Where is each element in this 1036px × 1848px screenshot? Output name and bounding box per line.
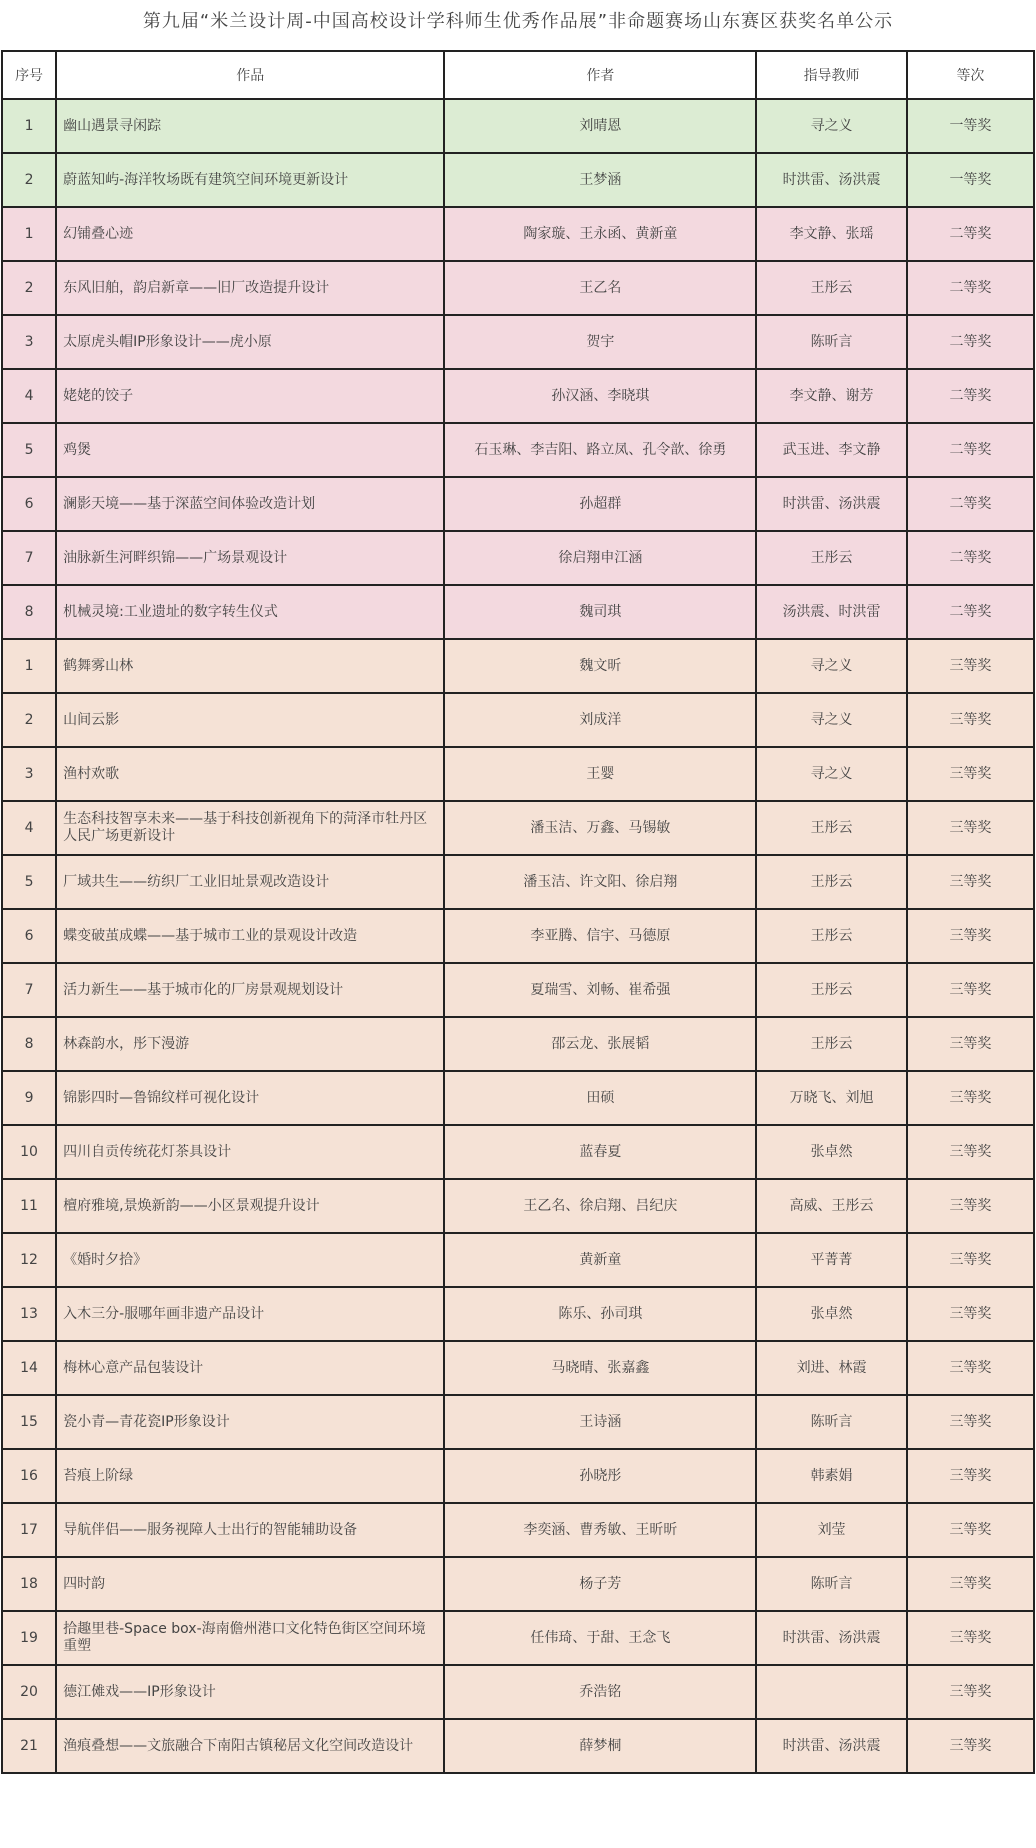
table-row: [2, 1017, 1034, 1071]
cell-author: 陈乐、孙司琪: [444, 1287, 756, 1341]
table-row: [2, 1233, 1034, 1287]
cell-work: 太原虎头帽IP形象设计——虎小原: [56, 315, 444, 369]
cell-no: 2: [2, 261, 56, 315]
cell-advisor: 王彤云: [756, 855, 907, 909]
cell-advisor: 李文静、张瑶: [756, 207, 907, 261]
table-row: [2, 1503, 1034, 1557]
cell-work: 瓷小青—青花瓷IP形象设计: [56, 1395, 444, 1449]
cell-no: 19: [2, 1611, 56, 1665]
cell-no: 17: [2, 1503, 56, 1557]
cell-work: 姥姥的饺子: [56, 369, 444, 423]
cell-no: 1: [2, 207, 56, 261]
cell-work: 机械灵境:工业遗址的数字转生仪式: [56, 585, 444, 639]
cell-award: 三等奖: [907, 1017, 1034, 1071]
table-row: [2, 1395, 1034, 1449]
cell-work: 鸡煲: [56, 423, 444, 477]
table-row: [2, 1179, 1034, 1233]
cell-no: 11: [2, 1179, 56, 1233]
cell-work: 厂域共生——纺织厂工业旧址景观改造设计: [56, 855, 444, 909]
cell-advisor: 王彤云: [756, 261, 907, 315]
table-row: [2, 477, 1034, 531]
cell-award: 三等奖: [907, 801, 1034, 855]
cell-advisor: 汤洪震、时洪雷: [756, 585, 907, 639]
cell-work: 渔痕叠想——文旅融合下南阳古镇秘居文化空间改造设计: [56, 1719, 444, 1773]
table-row: [2, 639, 1034, 693]
cell-author: 王婴: [444, 747, 756, 801]
cell-no: 5: [2, 855, 56, 909]
cell-work: 林森韵水，彤下漫游: [56, 1017, 444, 1071]
cell-advisor: 刘莹: [756, 1503, 907, 1557]
cell-author: 陶家璇、王永函、黄新童: [444, 207, 756, 261]
table-row: [2, 1719, 1034, 1773]
table-row: [2, 423, 1034, 477]
cell-award: 二等奖: [907, 261, 1034, 315]
cell-no: 12: [2, 1233, 56, 1287]
cell-author: 李奕涵、曹秀敏、王昕昕: [444, 1503, 756, 1557]
cell-no: 3: [2, 315, 56, 369]
cell-author: 马晓晴、张嘉鑫: [444, 1341, 756, 1395]
header-author: 作者: [444, 51, 756, 99]
cell-work: 蔚蓝知屿-海洋牧场既有建筑空间环境更新设计: [56, 153, 444, 207]
cell-award: 三等奖: [907, 1071, 1034, 1125]
table-header-row: [2, 51, 1034, 99]
cell-award: 三等奖: [907, 1395, 1034, 1449]
cell-author: 邵云龙、张展韬: [444, 1017, 756, 1071]
cell-advisor: 王彤云: [756, 801, 907, 855]
cell-author: 王梦涵: [444, 153, 756, 207]
cell-author: 乔浩铭: [444, 1665, 756, 1719]
cell-author: 潘玉洁、万鑫、马锡敏: [444, 801, 756, 855]
cell-author: 魏司琪: [444, 585, 756, 639]
cell-author: 薛梦桐: [444, 1719, 756, 1773]
cell-award: 一等奖: [907, 99, 1034, 153]
cell-advisor: 时洪雷、汤洪震: [756, 1719, 907, 1773]
table-row: [2, 1071, 1034, 1125]
cell-advisor: 寻之义: [756, 693, 907, 747]
table-row: [2, 693, 1034, 747]
cell-no: 9: [2, 1071, 56, 1125]
cell-advisor: 高威、王彤云: [756, 1179, 907, 1233]
cell-award: 三等奖: [907, 1665, 1034, 1719]
cell-work: 山间云影: [56, 693, 444, 747]
table-row: [2, 261, 1034, 315]
cell-no: 2: [2, 693, 56, 747]
cell-award: 三等奖: [907, 1125, 1034, 1179]
cell-work: 入木三分-服哪年画非遗产品设计: [56, 1287, 444, 1341]
cell-no: 6: [2, 477, 56, 531]
header-advisor: 指导教师: [756, 51, 907, 99]
table-row: [2, 99, 1034, 153]
cell-work: 幻铺叠心迹: [56, 207, 444, 261]
cell-advisor: 王彤云: [756, 1017, 907, 1071]
table-row: [2, 1665, 1034, 1719]
cell-work: 四时韵: [56, 1557, 444, 1611]
cell-work: 四川自贡传统花灯茶具设计: [56, 1125, 444, 1179]
cell-advisor: 武玉进、李文静: [756, 423, 907, 477]
cell-author: 黄新童: [444, 1233, 756, 1287]
cell-advisor: 陈昕言: [756, 315, 907, 369]
cell-author: 王乙名: [444, 261, 756, 315]
cell-award: 三等奖: [907, 1179, 1034, 1233]
cell-award: 一等奖: [907, 153, 1034, 207]
cell-no: 7: [2, 963, 56, 1017]
cell-author: 王乙名、徐启翔、吕纪庆: [444, 1179, 756, 1233]
cell-author: 孙汉涵、李晓琪: [444, 369, 756, 423]
cell-work: 拾趣里巷-Space box-海南儋州港口文化特色街区空间环境重塑: [56, 1611, 444, 1665]
cell-author: 田硕: [444, 1071, 756, 1125]
cell-work: 油脉新生河畔织锦——广场景观设计: [56, 531, 444, 585]
cell-advisor: 平菁菁: [756, 1233, 907, 1287]
cell-no: 14: [2, 1341, 56, 1395]
cell-no: 15: [2, 1395, 56, 1449]
table-row: [2, 207, 1034, 261]
cell-no: 5: [2, 423, 56, 477]
cell-author: 李亚腾、信宇、马德原: [444, 909, 756, 963]
cell-award: 三等奖: [907, 1341, 1034, 1395]
table-row: [2, 747, 1034, 801]
cell-advisor: 万晓飞、刘旭: [756, 1071, 907, 1125]
table-row: [2, 315, 1034, 369]
cell-no: 6: [2, 909, 56, 963]
table-row: [2, 1341, 1034, 1395]
header-work: 作品: [56, 51, 444, 99]
table-row: [2, 531, 1034, 585]
cell-author: 孙晓彤: [444, 1449, 756, 1503]
cell-author: 魏文昕: [444, 639, 756, 693]
cell-work: 德江傩戏——IP形象设计: [56, 1665, 444, 1719]
cell-award: 三等奖: [907, 1233, 1034, 1287]
table-row: [2, 1287, 1034, 1341]
cell-award: 二等奖: [907, 315, 1034, 369]
cell-advisor: 刘进、林霞: [756, 1341, 907, 1395]
cell-work: 《婚时夕拾》: [56, 1233, 444, 1287]
cell-no: 7: [2, 531, 56, 585]
cell-award: 三等奖: [907, 693, 1034, 747]
cell-advisor: 张卓然: [756, 1125, 907, 1179]
cell-author: 贺宇: [444, 315, 756, 369]
table-row: [2, 963, 1034, 1017]
cell-advisor: 张卓然: [756, 1287, 907, 1341]
cell-award: 三等奖: [907, 909, 1034, 963]
cell-work: 澜影天境——基于深蓝空间体验改造计划: [56, 477, 444, 531]
cell-work: 东风旧舶，韵启新章——旧厂改造提升设计: [56, 261, 444, 315]
cell-award: 三等奖: [907, 963, 1034, 1017]
cell-award: 三等奖: [907, 1611, 1034, 1665]
cell-author: 夏瑞雪、刘畅、崔希强: [444, 963, 756, 1017]
cell-no: 4: [2, 801, 56, 855]
cell-advisor: 陈昕言: [756, 1557, 907, 1611]
cell-award: 二等奖: [907, 477, 1034, 531]
cell-award: 三等奖: [907, 1557, 1034, 1611]
cell-author: 蓝春夏: [444, 1125, 756, 1179]
table-row: [2, 1125, 1034, 1179]
cell-author: 王诗涵: [444, 1395, 756, 1449]
cell-no: 1: [2, 639, 56, 693]
cell-work: 活力新生——基于城市化的厂房景观规划设计: [56, 963, 444, 1017]
cell-advisor: 寻之义: [756, 99, 907, 153]
table-row: [2, 909, 1034, 963]
table-row: [2, 153, 1034, 207]
table-row: [2, 369, 1034, 423]
cell-advisor: 王彤云: [756, 909, 907, 963]
cell-award: 三等奖: [907, 639, 1034, 693]
cell-no: 4: [2, 369, 56, 423]
cell-award: 三等奖: [907, 1449, 1034, 1503]
table-row: [2, 1557, 1034, 1611]
cell-author: 潘玉洁、许文阳、徐启翔: [444, 855, 756, 909]
cell-author: 杨子芳: [444, 1557, 756, 1611]
cell-work: 渔村欢歌: [56, 747, 444, 801]
header-award: 等次: [907, 51, 1034, 99]
cell-advisor: 寻之义: [756, 747, 907, 801]
cell-award: 三等奖: [907, 1287, 1034, 1341]
cell-no: 20: [2, 1665, 56, 1719]
table-row: [2, 1449, 1034, 1503]
cell-advisor: 时洪雷、汤洪震: [756, 153, 907, 207]
cell-advisor: 时洪雷、汤洪震: [756, 477, 907, 531]
cell-award: 二等奖: [907, 369, 1034, 423]
cell-advisor: 陈昕言: [756, 1395, 907, 1449]
cell-author: 石玉琳、李吉阳、路立凤、孔令歆、徐勇: [444, 423, 756, 477]
cell-advisor: 时洪雷、汤洪震: [756, 1611, 907, 1665]
cell-author: 任伟琦、于甜、王念飞: [444, 1611, 756, 1665]
cell-award: 三等奖: [907, 747, 1034, 801]
cell-award: 三等奖: [907, 855, 1034, 909]
cell-award: 三等奖: [907, 1503, 1034, 1557]
cell-no: 3: [2, 747, 56, 801]
cell-work: 苔痕上阶绿: [56, 1449, 444, 1503]
table-row: [2, 1611, 1034, 1665]
award-table: [1, 50, 1035, 1774]
cell-work: 蝶变破茧成蝶——基于城市工业的景观设计改造: [56, 909, 444, 963]
cell-work: 鹤舞雾山林: [56, 639, 444, 693]
cell-advisor: 王彤云: [756, 963, 907, 1017]
cell-no: 21: [2, 1719, 56, 1773]
cell-award: 三等奖: [907, 1719, 1034, 1773]
cell-work: 幽山遇景寻闲踪: [56, 99, 444, 153]
header-no: 序号: [2, 51, 56, 99]
cell-author: 刘成洋: [444, 693, 756, 747]
cell-advisor: 寻之义: [756, 639, 907, 693]
cell-author: 徐启翔申江涵: [444, 531, 756, 585]
cell-author: 孙超群: [444, 477, 756, 531]
cell-no: 18: [2, 1557, 56, 1611]
cell-award: 二等奖: [907, 423, 1034, 477]
cell-no: 8: [2, 585, 56, 639]
table-row: [2, 585, 1034, 639]
cell-no: 10: [2, 1125, 56, 1179]
cell-work: 生态科技智享未来——基于科技创新视角下的菏泽市牡丹区人民广场更新设计: [56, 801, 444, 855]
cell-advisor: 韩素娟: [756, 1449, 907, 1503]
cell-no: 2: [2, 153, 56, 207]
page-title: 第九届“米兰设计周-中国高校设计学科师生优秀作品展”非命题赛场山东赛区获奖名单公示: [142, 11, 894, 32]
cell-work: 导航伴侣——服务视障人士出行的智能辅助设备: [56, 1503, 444, 1557]
cell-work: 檀府雅境,景焕新韵——小区景观提升设计: [56, 1179, 444, 1233]
cell-work: 梅林心意产品包装设计: [56, 1341, 444, 1395]
cell-award: 二等奖: [907, 585, 1034, 639]
cell-award: 二等奖: [907, 531, 1034, 585]
table-row: [2, 801, 1034, 855]
cell-work: 锦影四时—鲁锦纹样可视化设计: [56, 1071, 444, 1125]
cell-advisor: 李文静、谢芳: [756, 369, 907, 423]
table-row: [2, 855, 1034, 909]
cell-advisor: 王彤云: [756, 531, 907, 585]
cell-no: 13: [2, 1287, 56, 1341]
cell-no: 1: [2, 99, 56, 153]
cell-author: 刘晴恩: [444, 99, 756, 153]
cell-no: 8: [2, 1017, 56, 1071]
cell-award: 二等奖: [907, 207, 1034, 261]
cell-advisor: [756, 1665, 907, 1719]
cell-no: 16: [2, 1449, 56, 1503]
